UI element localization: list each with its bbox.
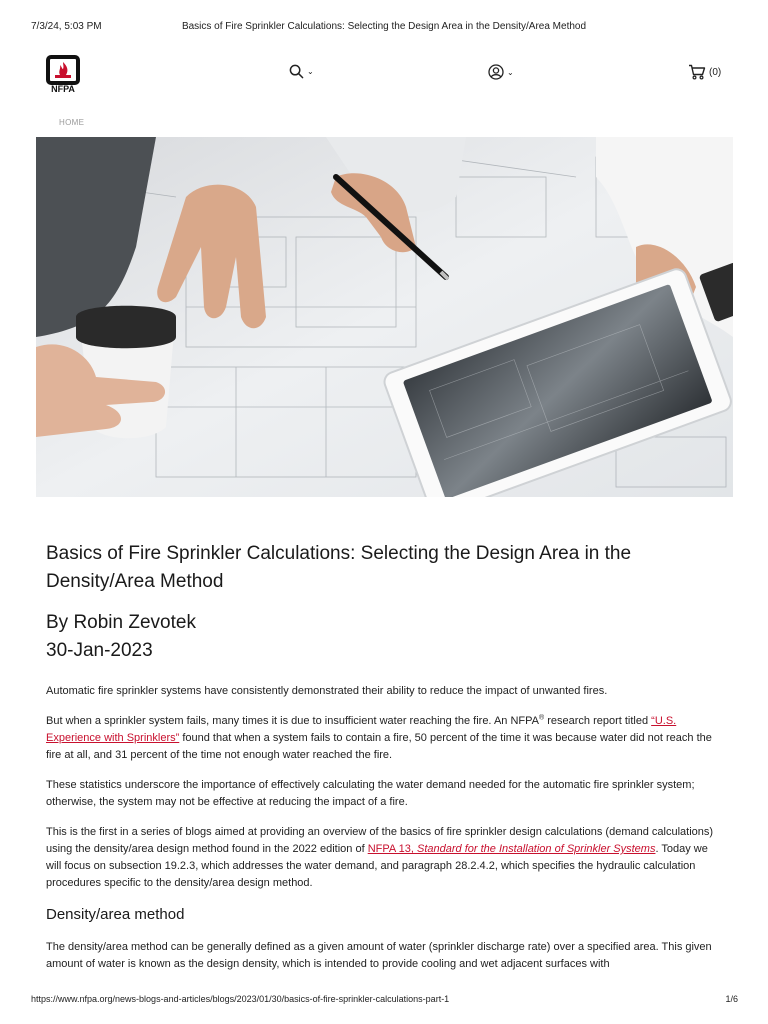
byline (46, 609, 726, 665)
paragraph-1: Automatic fire sprinkler systems have consistently demonstrated their ability to reduce the impact of unwanted fires. (46, 685, 608, 697)
print-header (0, 0, 768, 40)
blueprint-tablet-photo (36, 137, 733, 497)
nfpa13-link-title: Standard for the Installation of Sprinkler Systems (417, 843, 656, 855)
search-icon (289, 64, 304, 79)
paragraph-4 (46, 824, 726, 892)
paragraph-2-text-c: found that when a system fails to contain a fire, 50 percent of the time it was because water did not reach the fire at all, and 31 percent of the time not enough water reached the fire. (46, 732, 712, 761)
article (46, 540, 726, 986)
paragraph-4-text-a: This is the first in a series of blogs aimed at providing an overview of the basics of fire sprinkler design calculations (demand calculations) using the density/area design method found in the 2022 edition of (46, 826, 714, 855)
cart-button[interactable] (688, 64, 721, 80)
cart-icon (688, 64, 706, 80)
account-button[interactable] (488, 64, 514, 80)
article-date: 30-Jan-2023 (46, 640, 153, 661)
print-url: https://www.nfpa.org/news-blogs-and-articles/blogs/2023/01/30/basics-of-fire-sprinkler-calculations-part-1 (31, 994, 450, 1004)
article-author: By Robin Zevotek (46, 612, 196, 633)
section-heading: Density/area method (46, 906, 185, 923)
nfpa-logo-icon (44, 54, 82, 94)
nfpa-logo[interactable] (44, 54, 82, 94)
paragraph-4-text-b: . Today we will focus on subsection 19.2.3, which addresses the water demand, and paragraph 28.2.4.2, which specifies the hydraulic calculation procedures specific to the density/area design method. (46, 843, 708, 889)
site-header (0, 50, 768, 100)
nfpa13-link-label: NFPA 13, (367, 843, 418, 855)
report-link[interactable]: “U.S. Experience with Sprinklers” (46, 715, 677, 744)
print-title: Basics of Fire Sprinkler Calculations: Selecting the Design Area in the Density/Area Method (181, 21, 587, 32)
article-title: Basics of Fire Sprinkler Calculations: Selecting the Design Area in the Density/Area Method (46, 543, 632, 592)
breadcrumb-home[interactable]: HOME (59, 118, 85, 127)
svg-text:NFPA: NFPA (51, 84, 75, 94)
paragraph-5: The density/area method can be generally defined as a given amount of water (sprinkler discharge rate) over a specified area. This given amount of water is known as the design density, which is intended to provide cooling and wet adjacent surfaces with (46, 941, 712, 970)
chevron-down-icon: ⌄ (507, 67, 514, 77)
paragraph-2 (46, 713, 726, 764)
hero-image (36, 137, 733, 497)
chevron-down-icon: ⌄ (307, 67, 314, 76)
user-circle-icon (488, 64, 504, 80)
search-button[interactable] (289, 64, 314, 79)
paragraph-2-text-b: research report titled (544, 715, 652, 727)
article-body (46, 683, 726, 973)
cart-count: (0) (709, 66, 722, 78)
registered-mark: ® (538, 714, 545, 722)
paragraph-2-text-a: But when a sprinkler system fails, many times it is due to insufficient water reaching the fire. An NFPA (46, 715, 539, 727)
paragraph-3: These statistics underscore the importance of effectively calculating the water demand needed for the automatic fire sprinkler system; otherwise, the system may not be effective at reducing the impact of a fire. (46, 779, 695, 808)
print-date: 7/3/24, 5:03 PM (31, 21, 102, 32)
nfpa13-link[interactable] (368, 843, 656, 855)
print-page-number: 1/6 (725, 994, 738, 1004)
print-footer (0, 994, 768, 1010)
